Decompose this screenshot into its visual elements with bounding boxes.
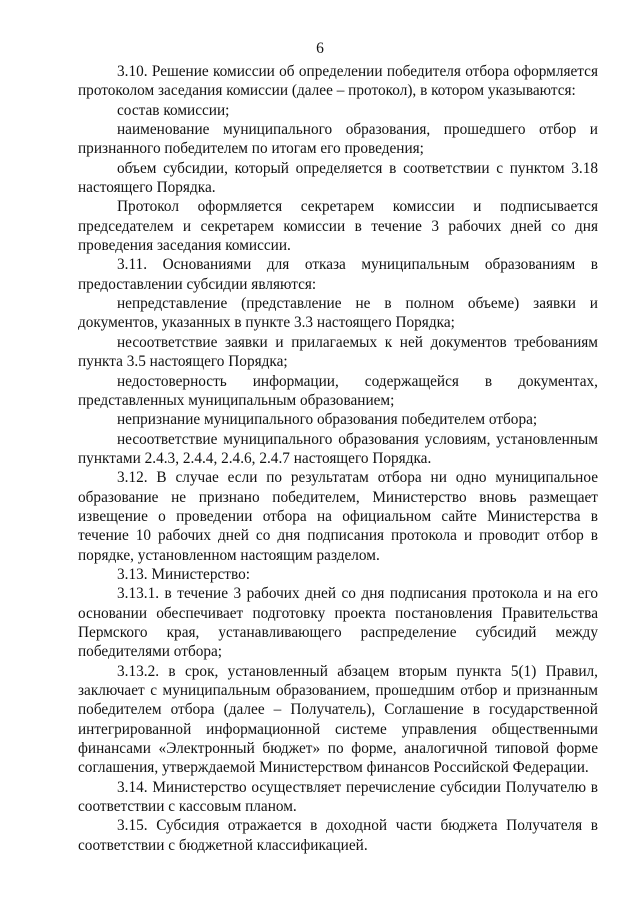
list-item: недостоверность информации, содержащейся в документах, представленных муниципальным образованием; (78, 372, 598, 409)
paragraph-3-13: 3.13. Министерство: (117, 565, 250, 583)
paragraph-3-12: 3.12. В случае если по результатам отбора ни одно муниципальное образование не признано победителем, Министерство вновь размещает извещение о проведении отбора на официальном сайте Министерства в течение 10 рабочих дней со дня подписания протокола и проводит отбор в порядке, установленном настоящим разделом. (78, 469, 598, 564)
list-item: несоответствие заявки и прилагаемых к ней документов требованиям пункта 3.5 настоящего Порядка; (78, 333, 598, 371)
document-body (78, 62, 598, 855)
paragraph-3-10: 3.10. Решение комиссии об определении победителя отбора оформляется протоколом заседания комиссии (далее – протокол), в котором указываются: (78, 63, 598, 100)
list-item: непризнание муниципального образования победителем отбора; (117, 411, 538, 429)
paragraph-3-13-2: 3.13.2. в срок, установленный абзацем вторым пункта 5(1) Правил, заключает с муниципальным образованием, прошедшим отбор и признанным победителем отбора (далее – Получатель), Соглашение в государственной интегрированной информационной системе управления общественными финансами «Электронный бюджет» по форме, аналогичной типовой форме соглашения, утверждаемой Министерством финансов Российской Федерации. (78, 662, 598, 777)
paragraph-protocol: Протокол оформляется секретарем комиссии и подписывается председателем и секретарем комиссии в течение 3 рабочих дней со дня проведения заседания комиссии. (78, 198, 598, 255)
paragraph-3-15: 3.15. Субсидия отражается в доходной части бюджета Получателя в соответствии с бюджетной классификацией. (78, 817, 598, 854)
list-item: несоответствие муниципального образования условиям, установленным пунктами 2.4.3, 2.4.4, 2.4.6, 2.4.7 настоящего Порядка. (78, 430, 598, 467)
paragraph-3-14: 3.14. Министерство осуществляет перечисление субсидии Получателю в соответствии с кассовым планом. (78, 778, 598, 816)
list-item: наименование муниципального образования, прошедшего отбор и признанного победителем по итогам его проведения; (78, 121, 598, 158)
paragraph-3-11: 3.11. Основаниями для отказа муниципальным образованиям в предоставлении субсидии являются: (78, 256, 598, 293)
list-item: непредставление (представление не в полном объеме) заявки и документов, указанных в пункте 3.3 настоящего Порядка; (78, 295, 598, 332)
list-item: состав комиссии; (117, 101, 230, 119)
paragraph-3-13-1: 3.13.1. в течение 3 рабочих дней со дня подписания протокола и на его основании обеспечивает подготовку проекта постановления Правительства Пермского края, устанавливающего распределение субсидий между победителями отбора; (78, 585, 598, 661)
page-number: 6 (316, 40, 324, 57)
list-item: объем субсидии, который определяется в соответствии с пунктом 3.18 настоящего Порядка. (78, 159, 598, 197)
